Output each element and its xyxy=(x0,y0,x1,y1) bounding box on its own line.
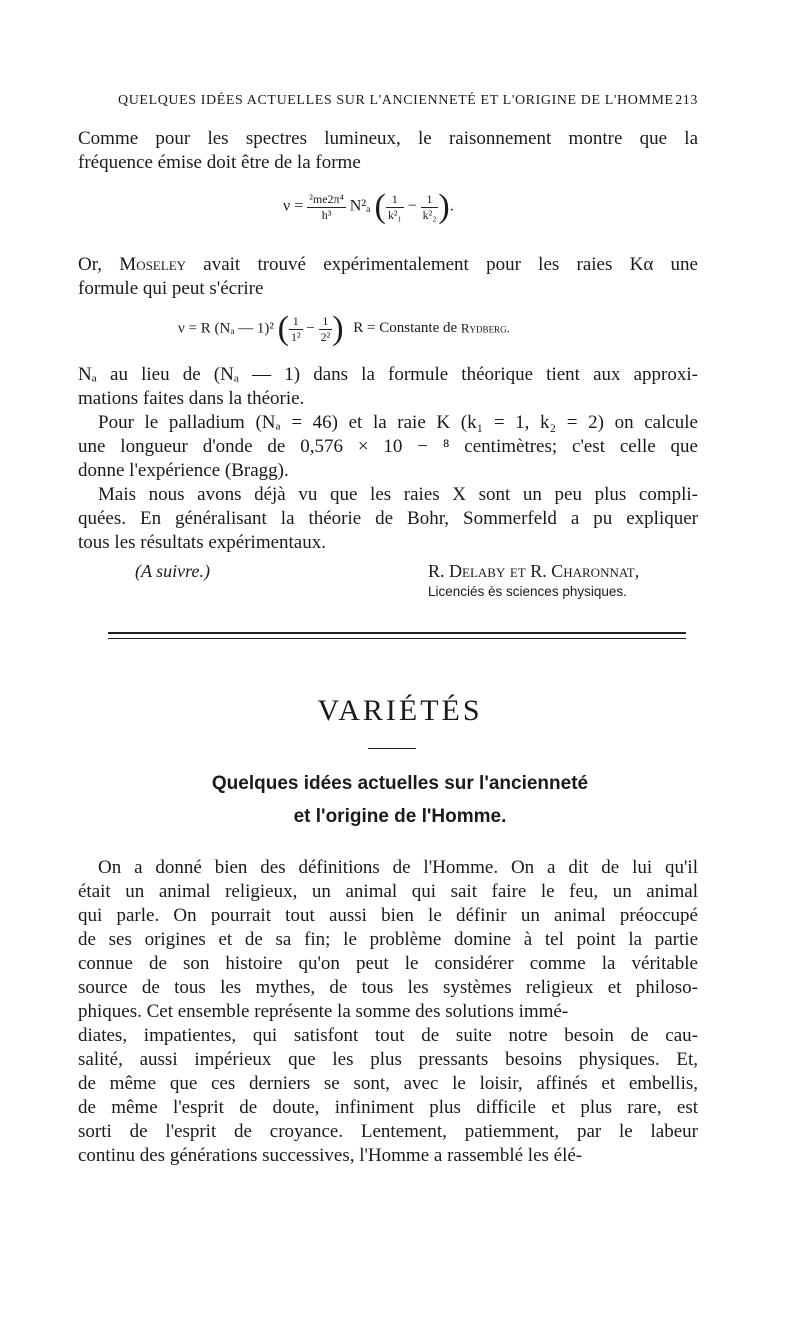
article-line: salité, aussi impérieux que les plus pressants besoins physiques. Et, xyxy=(78,1049,698,1070)
text-line xyxy=(78,254,698,276)
article-line: continu des générations successives, l'Homme a rassemblé les élé- xyxy=(78,1145,583,1166)
text-line: fréquence émise doit être de la forme xyxy=(78,152,361,173)
article-line: connue de son histoire qu'on peut le considérer comme la véritable xyxy=(78,953,698,974)
open-paren: ( xyxy=(374,188,386,225)
formula-fraction xyxy=(307,192,346,223)
formula-fraction xyxy=(421,192,439,223)
formula-fraction xyxy=(386,192,404,223)
close-paren: ) xyxy=(438,188,450,225)
formula-fraction xyxy=(319,314,333,345)
article-title-line1: Quelques idées actuelles sur l'ancienneté xyxy=(211,773,589,794)
article-line: de même que ces derniers se sont, avec le loisir, affinés et embellis, xyxy=(78,1073,698,1094)
author-name: Moseley xyxy=(119,254,187,275)
fraction-numerator: 1 xyxy=(421,192,439,208)
article-line: sorti de l'esprit de croyance. Lentement, patiemment, par le labeur xyxy=(78,1121,698,1142)
formula-denominator: h³ xyxy=(321,207,332,222)
text-fragment: avait trouvé expérimentalement pour les raies Kα une xyxy=(186,254,698,275)
article-line: de même l'esprit de doute, infiniment plus difficile et plus rare, est xyxy=(78,1097,698,1118)
fraction-numerator: 1 xyxy=(386,192,404,208)
article-title-line2: et l'origine de l'Homme. xyxy=(293,806,507,827)
close-paren: ) xyxy=(332,310,344,347)
text-line: quées. En généralisant la théorie de Bohr, Sommerfeld a pu expliquer xyxy=(78,508,698,529)
formula-factor: N²ₐ xyxy=(349,197,371,215)
text-line: Comme pour les spectres lumineux, le raisonnement montre que la xyxy=(78,128,698,149)
rydberg-text: R = Constante de xyxy=(353,320,458,337)
section-heading: VARIÉTÉS xyxy=(317,694,483,727)
text-line: mations faites dans la théorie. xyxy=(78,388,305,409)
article-line: diates, impatientes, qui satisfont tout de suite notre besoin de cau- xyxy=(78,1025,698,1046)
formula-numerator: ²me2π⁴ xyxy=(309,191,344,206)
text-line: Mais nous avons déjà vu que les raies X sont un peu plus compli- xyxy=(98,484,698,505)
article-line: phiques. Cet ensemble représente la somme des solutions immé- xyxy=(78,1001,569,1022)
text-line: tous les résultats expérimentaux. xyxy=(78,532,326,553)
heading-underline xyxy=(368,748,416,749)
formula-fraction xyxy=(289,314,303,345)
fraction-denominator: k²₂ xyxy=(422,207,437,222)
minus-sign: − xyxy=(407,197,417,215)
fraction-denominator: 2² xyxy=(320,329,331,344)
text-line: formule qui peut s'écrire xyxy=(78,278,264,299)
text-line: donne l'expérience (Bragg). xyxy=(78,460,289,481)
text-fragment: Or, xyxy=(78,254,120,275)
to-be-continued: (A suivre.) xyxy=(135,561,210,581)
fraction-numerator: 1 xyxy=(319,314,333,330)
rydberg-name: Rydberg. xyxy=(460,320,510,336)
article-line: qui parle. On pourrait tout aussi bien le définir un animal préoccupé xyxy=(78,905,698,926)
frequency-formula xyxy=(283,188,454,226)
fraction-numerator: 1 xyxy=(289,314,303,330)
article-line: était un animal religieux, un animal qui sait faire le feu, un animal xyxy=(78,881,698,902)
minus-sign: − xyxy=(306,320,315,337)
author-affiliation: Licenciés ès sciences physiques. xyxy=(428,584,627,599)
separator-rule-top xyxy=(108,632,686,634)
formula-lhs: ν = xyxy=(283,197,304,215)
formula-end: . xyxy=(449,197,454,215)
text-line: Nₐ au lieu de (Nₐ — 1) dans la formule théorique tient aux approxi- xyxy=(78,364,698,385)
article-line: de ses origines et de sa fin; le problème domine à tel point la partie xyxy=(78,929,698,950)
open-paren: ( xyxy=(277,310,289,347)
fraction-denominator: k²₁ xyxy=(387,207,402,222)
text-line: une longueur d'onde de 0,576 × 10 − ⁸ centimètres; c'est celle que xyxy=(78,436,698,457)
article-line: source de tous les mythes, de tous les systèmes religieux et philoso- xyxy=(78,977,698,998)
text-line: Pour le palladium (Nₐ = 46) et la raie K (k₁ = 1, k₂ = 2) on calcule xyxy=(98,412,698,433)
running-head-title: QUELQUES IDÉES ACTUELLES SUR L'ANCIENNETÉ ET L'ORIGINE DE L'HOMME xyxy=(118,93,674,108)
formula-lhs: ν = R (Nₐ — 1)² xyxy=(178,320,274,337)
article-line: On a donné bien des définitions de l'Homme. On a dit de lui qu'il xyxy=(98,857,698,878)
separator-rule-bottom xyxy=(108,638,686,639)
fraction-denominator: 1² xyxy=(291,329,301,344)
moseley-formula xyxy=(178,310,510,348)
author-signature: R. Delaby et R. Charonnat, xyxy=(428,561,640,581)
page-number: 213 xyxy=(675,93,698,108)
